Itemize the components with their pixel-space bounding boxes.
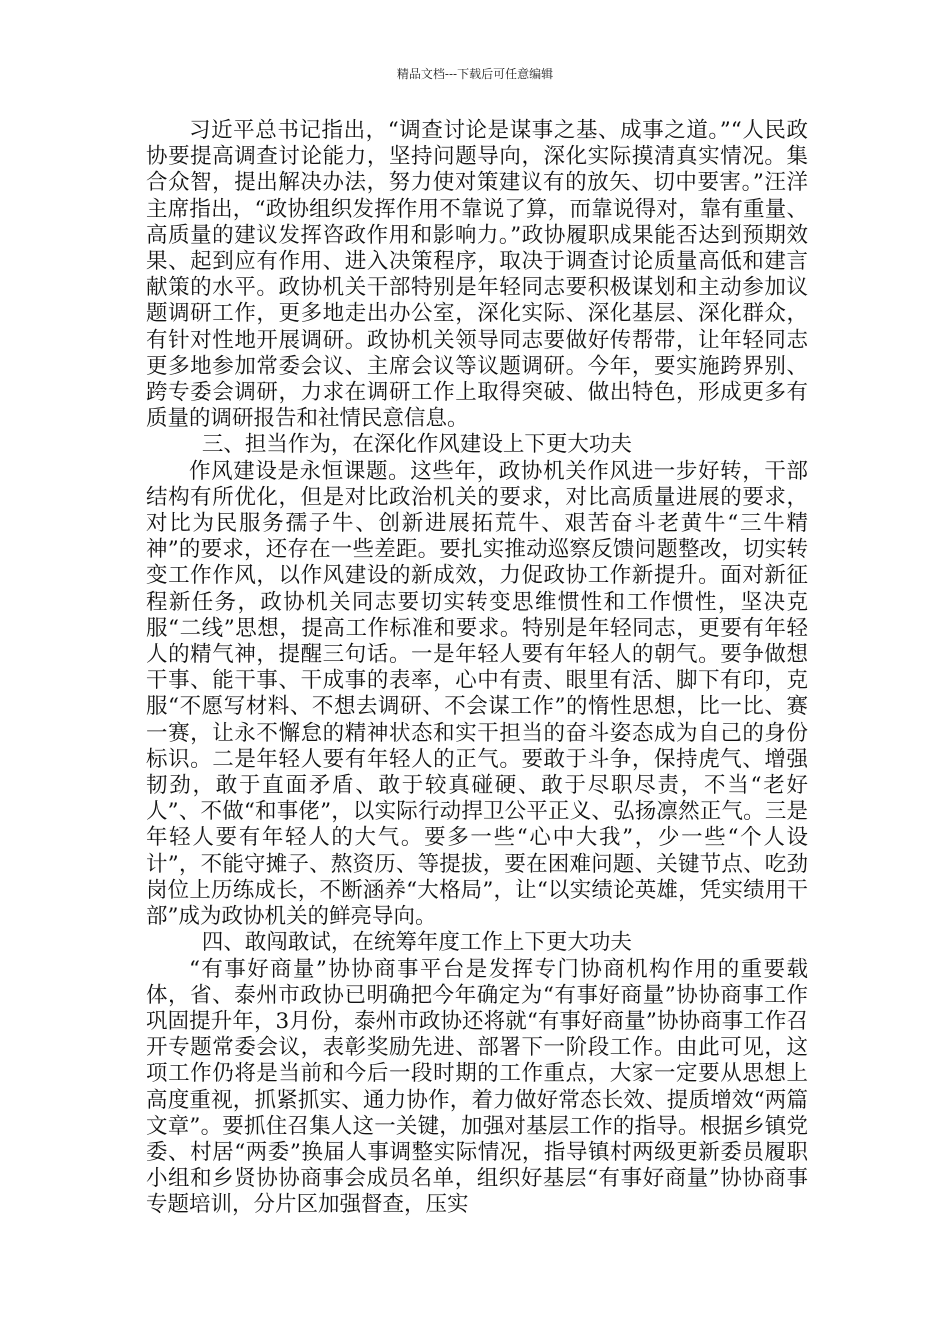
paragraph-work-style: 作风建设是永恒课题。这些年，政协机关作风进一步好转，干部结构有所优化，但是对比政治机关的要求，对比高质量进展的要求，对比为民服务孺子牛、创新进展拓荒牛、艰苦奋斗老黄牛“三牛精神”的要求，还存在一些差距。要扎实推动巡察反馈问题整改，切实转变工作作风，以作风建设的新成效，力促政协工作新提升。面对新征程新任务，政协机关同志要切实转变思维惯性和工作惯性，坚决克服“二线”思想，提高工作标准和要求。特别是年轻同志，更要有年轻人的精气神，提醒三句话。一是年轻人要有年轻人的朝气。要争做想干事、能干事、干成事的表率，心中有责、眼里有活、脚下有印，克服“不愿写材料、不想去调研、不会谋工作”的惰性思想，比一比、赛一赛，让永不懈怠的精神状态和实干担当的奋斗姿态成为自己的身份标识。二是年轻人要有年轻人的正气。要敢于斗争，保持虎气、增强韧劲，敢于直面矛盾、敢于较真碰硬、敢于尽职尽责，不当“老好人”、不做“和事佬”，以实际行动捍卫公平正义、弘扬凛然正气。三是年轻人要有年轻人的大气。要多一些“心中大我”，少一些“个人设计”，不能守摊子、熬资历、等提拔，要在困难问题、关键节点、吃劲岗位上历练成长，不断涵养“大格局”，让“以实绩论英雄，凭实绩用干部”成为政协机关的鲜亮导向。 — [146, 458, 808, 930]
paragraph-intro: 习近平总书记指出，“调查讨论是谋事之基、成事之道。”“人民政协要提高调查讨论能力，坚持问题导向，深化实际摸清真实情况。集合众智，提出解决办法，努力使对策建议有的放矢、切中要害。”汪洋主席指出，“政协组织发挥作用不靠说了算，而靠说得对，靠有重量、高质量的建议发挥咨政作用和影响力。”政协履职成果能否达到预期效果、起到应有作用、进入决策程序，取决于调查讨论质量高低和建言献策的水平。政协机关干部特别是年轻同志要积极谋划和主动参加议题调研工作，更多地走出办公室，深化实际、深化基层、深化群众，有针对性地开展调研。政协机关领导同志要做好传帮带，让年轻同志更多地参加常委会议、主席会议等议题调研。今年，要实施跨界别、跨专委会调研，力求在调研工作上取得突破、做出特色，形成更多有质量的调研报告和社情民意信息。 — [146, 118, 808, 432]
section-heading-3: 三、担当作为，在深化作风建设上下更大功夫 — [201, 432, 632, 458]
document-body — [146, 118, 808, 1219]
page-header: 精品文档---下载后可任意编辑 — [396, 67, 554, 81]
paragraph-consultation: “有事好商量”协协商事平台是发挥专门协商机构作用的重要载体，省、泰州市政协已明确把今年确定为“有事好商量”协协商事工作巩固提升年，3月份，泰州市政协还将就“有事好商量”协协商事工作召开专题常委会议，表彰奖励先进、部署下一阶段工作。由此可见，这项工作仍将是当前和今后一段时期的工作重点，大家一定要从思想上高度重视，抓紧抓实、通力协作，着力做好常态长效、提质增效“两篇文章”。要抓住召集人这一关键，加强对基层工作的指导。根据乡镇党委、村居“两委”换届人事调整实际情况，指导镇村两级更新委员履职小组和乡贤协协商事会成员名单，组织好基层“有事好商量”协协商事专题培训，分片区加强督查，压实 — [146, 956, 808, 1218]
section-heading-4: 四、敢闯敢试，在统筹年度工作上下更大功夫 — [201, 930, 632, 956]
